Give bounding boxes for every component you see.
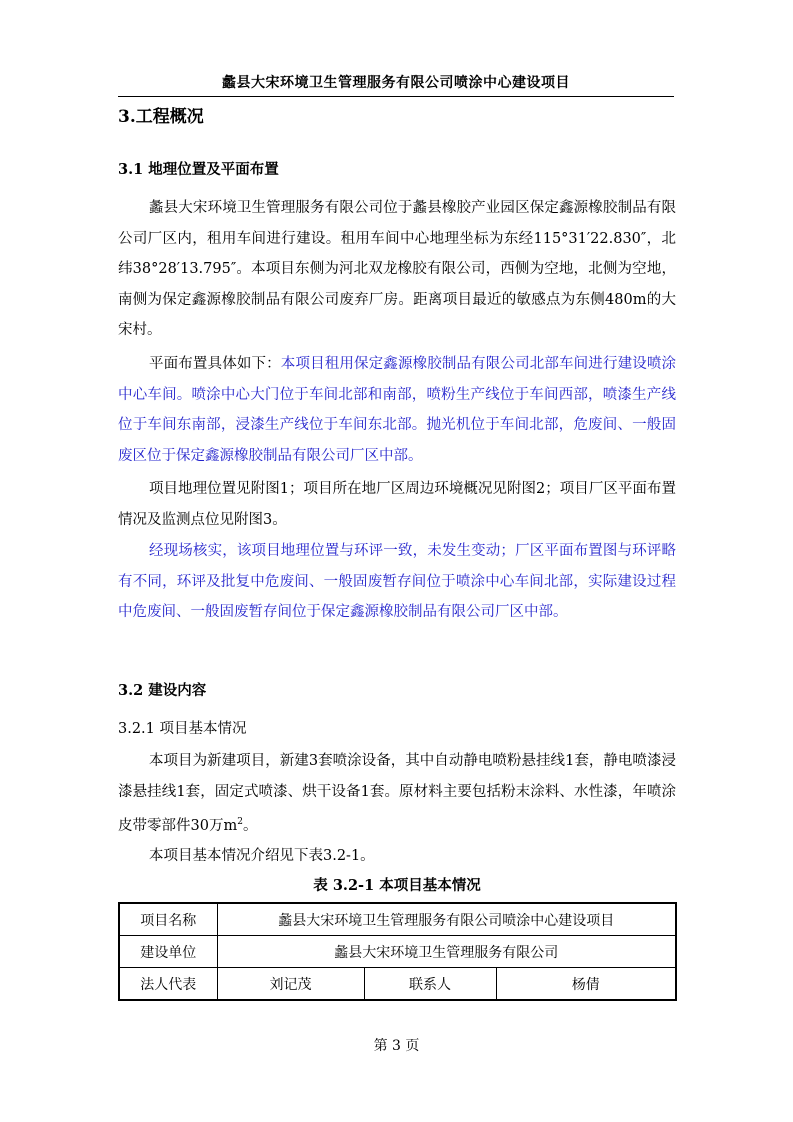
table-cell-label: 建设单位 (119, 936, 217, 968)
table-cell-label: 项目名称 (119, 903, 217, 936)
table-cell-value: 蠡县大宋环境卫生管理服务有限公司喷涂中心建设项目 (217, 903, 676, 936)
section-heading-3: 3.工程概况 (118, 107, 204, 127)
paragraph-figures: 项目地理位置见附图1；项目所在地厂区周边环境概况见附图2；项目厂区平面布置情况及监测点位见附图3。 (118, 481, 676, 528)
project-info-table (118, 902, 677, 1001)
page-header: 蠡县大宋环境卫生管理服务有限公司喷涂中心建设项目 (118, 70, 674, 97)
page-number: 第 3 页 (373, 1038, 420, 1054)
table-cell-label: 法人代表 (119, 968, 217, 1001)
table-row (119, 903, 676, 936)
layout-details: 本项目租用保定鑫源橡胶制品有限公司北部车间进行建设喷涂中心车间。喷涂中心大门位于车间北部和南部，喷粉生产线位于车间西部，喷漆生产线位于车间东南部，浸漆生产线位于车间东北部。抛光机位于车间北部，危废间、一般固废区位于保定鑫源橡胶制品有限公司厂区中部。 (118, 356, 677, 464)
paragraph-layout (118, 349, 676, 471)
table-cell-value: 杨倩 (496, 968, 676, 1001)
paragraph-location: 蠡县大宋环境卫生管理服务有限公司位于蠡县橡胶产业园区保定鑫源橡胶制品有限公司厂区内，租用车间进行建设。租用车间中心地理坐标为东经115°31′22.830″，北纬38°28′13.795″。本项目东侧为河北双龙橡胶有限公司，西侧为空地，北侧为空地，南侧为保定鑫源橡胶制品有限公司废弃厂房。距离项目最近的敏感点为东侧480m的大宋村。 (118, 200, 676, 338)
table-row (119, 968, 676, 1001)
paragraph-verification: 经现场核实，该项目地理位置与环评一致，未发生变动；厂区平面布置图与环评略有不同，环评及批复中危废间、一般固废暂存间位于喷涂中心车间北部，实际建设过程中危废间、一般固废暂存间位于保定鑫源橡胶制品有限公司厂区中部。 (118, 543, 676, 620)
paragraph-table-intro: 本项目基本情况介绍见下表3.2-1。 (149, 848, 375, 864)
section-heading-3-2: 3.2 建设内容 (118, 682, 207, 699)
layout-prefix: 平面布置具体如下： (149, 356, 281, 372)
table-cell-value: 蠡县大宋环境卫生管理服务有限公司 (217, 936, 676, 968)
project-info-end: 。 (242, 817, 258, 834)
subsection-heading-3-2-1: 3.2.1 项目基本情况 (118, 721, 247, 737)
table-caption: 表 3.2-1 本项目基本情况 (313, 877, 481, 894)
unit-superscript: 2 (237, 817, 243, 827)
table-row (119, 936, 676, 968)
paragraph-project-info (118, 746, 676, 841)
table-cell-value: 刘记茂 (217, 968, 364, 1001)
table-cell-label: 联系人 (364, 968, 496, 1001)
section-heading-3-1: 3.1 地理位置及平面布置 (118, 161, 279, 178)
project-info-text: 本项目为新建项目，新建3套喷涂设备，其中自动静电喷粉悬挂线1套，静电喷漆浸漆悬挂线1套，固定式喷漆、烘干设备1套。原材料主要包括粉末涂料、水性漆，年喷涂皮带零部件30万m (118, 753, 676, 834)
